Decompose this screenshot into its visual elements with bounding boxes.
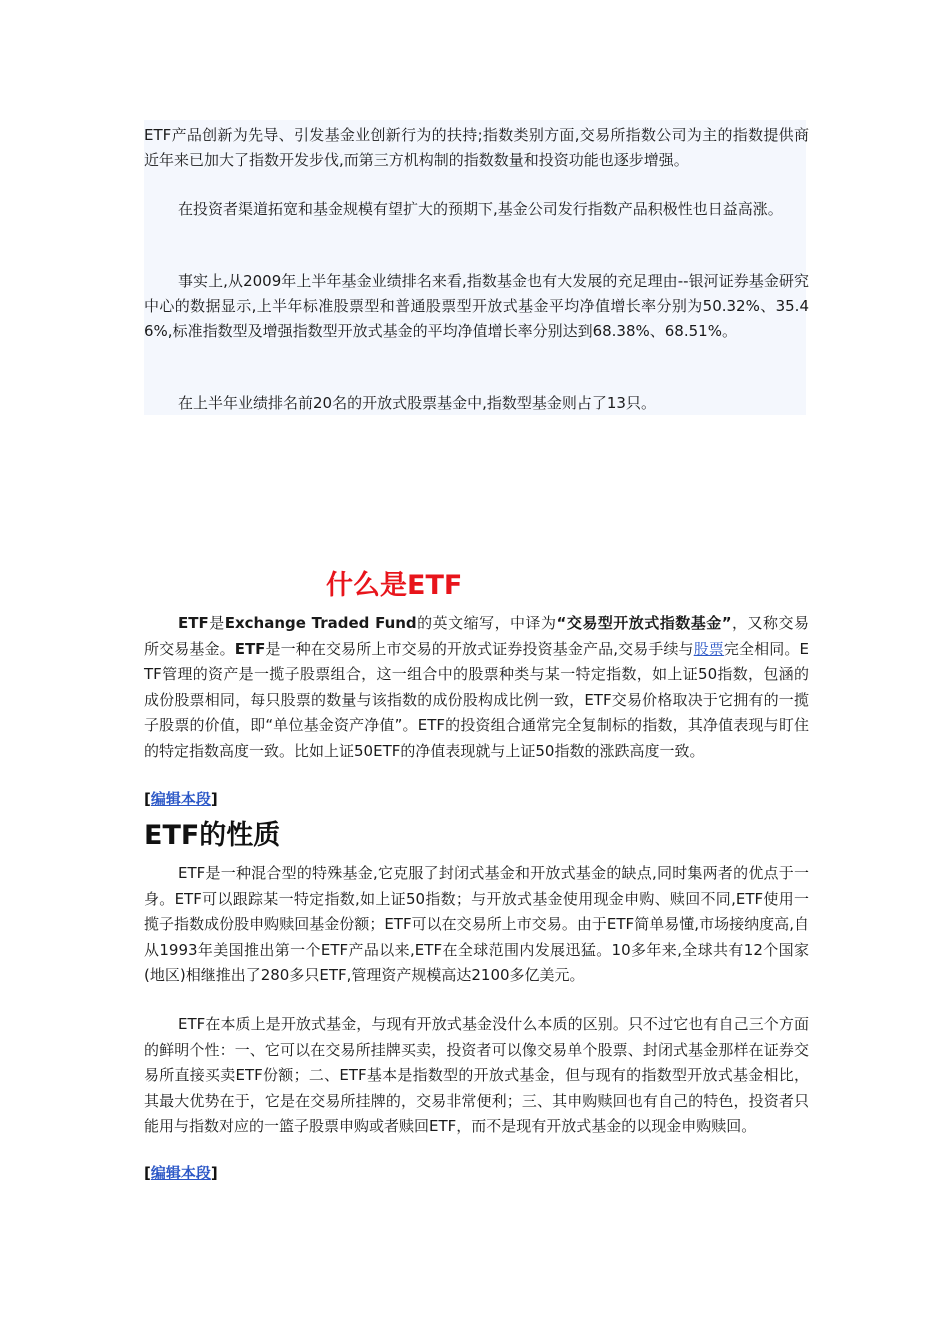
stock-link[interactable]: 股票	[693, 639, 724, 658]
text-segment: 是	[208, 614, 225, 632]
edit-section-control	[144, 1162, 218, 1184]
term-etf: ETF	[234, 639, 266, 658]
paragraph-etf-characteristics: ETF在本质上是开放式基金，与现有开放式基金没什么本质的区别。只不过它也有自己三个方面的鲜明个性：一、它可以在交易所挂牌买卖，投资者可以像交易单个股票、封闭式基金那样在证券交易所直接买卖ETF份额；二、ETF基本是指数型的开放式基金，但与现有的指数型开放式基金相比，其最大优势在于，它是在交易所挂牌的，交易非常便利；三、其申购赎回也有自己的特色，投资者只能用与指数对应的一篮子股票申购或者赎回ETF，而不是现有开放式基金的以现金申购赎回。	[144, 1015, 809, 1136]
text-segment: ，又称交易所交易基金。	[144, 614, 809, 658]
term-chinese-name: “交易型开放式指数基金”	[556, 614, 732, 632]
paragraph-etf-definition	[144, 611, 809, 765]
paragraph-top20-funds: 在上半年业绩排名前20名的开放式股票基金中,指数型基金则占了13只。	[178, 394, 656, 412]
edit-section-link[interactable]: 编辑本段	[150, 1164, 211, 1182]
paragraph-2009-performance: 事实上,从2009年上半年基金业绩排名来看,指数基金也有大发展的充足理由--银河证券基金研究中心的数据显示,上半年标准股票型和普通股票型开放式基金平均净值增长率分别为50.32%、35.46%,标准指数型及增强指数型开放式基金的平均净值增长率分别达到68.38%、68.51%。	[144, 272, 809, 340]
section-title-what-is-etf: 什么是ETF	[326, 570, 463, 601]
bracket-open: [	[144, 1164, 151, 1182]
edit-section-link[interactable]: 编辑本段	[150, 790, 211, 808]
text-segment: 是一种在交易所上市交易的开放式证券投资基金产品,交易手续与	[265, 639, 694, 658]
bracket-open: [	[144, 790, 151, 808]
section-heading-etf-nature: ETF的性质	[144, 820, 281, 851]
paragraph-etf-innovation: ETF产品创新为先导、引发基金业创新行为的扶持;指数类别方面,交易所指数公司为主的指数提供商近年来已加大了指数开发步伐,而第三方机构制的指数数量和投资功能也逐步增强。	[144, 126, 809, 169]
bracket-close: ]	[210, 790, 218, 808]
text-segment: 的英文缩写，中译为	[416, 614, 557, 632]
term-etf: ETF	[178, 614, 209, 632]
paragraph-investor-channels: 在投资者渠道拓宽和基金规模有望扩大的预期下,基金公司发行指数产品积极性也日益高涨。	[178, 200, 783, 218]
bracket-close: ]	[210, 1164, 218, 1182]
text-segment: 完全相同。ETF管理的资产是一揽子股票组合，这一组合中的股票种类与某一特定指数，如上证50指数，包涵的成份股票相同，每只股票的数量与该指数的成份股构成比例一致，ETF交易价格取决于它拥有的一揽子股票的价值，即“单位基金资产净值”。ETF的投资组合通常完全复制标的指数，其净值表现与盯住的特定指数高度一致。比如上证50ETF的净值表现就与上证50指数的涨跌高度一致。	[144, 639, 809, 760]
paragraph-etf-hybrid: ETF是一种混合型的特殊基金,它克服了封闭式基金和开放式基金的缺点,同时集两者的优点于一身。ETF可以跟踪某一特定指数,如上证50指数；与开放式基金使用现金申购、赎回不同,ETF使用一揽子指数成份股申购赎回基金份额；ETF可以在交易所上市交易。由于ETF简单易懂,市场接纳度高,自从1993年美国推出第一个ETF产品以来,ETF在全球范围内发展迅猛。10多年来,全球共有12个国家(地区)相继推出了280多只ETF,管理资产规模高达2100多亿美元。	[144, 864, 809, 985]
term-english-name: Exchange Traded Fund	[224, 614, 417, 632]
edit-section-control	[144, 788, 218, 810]
